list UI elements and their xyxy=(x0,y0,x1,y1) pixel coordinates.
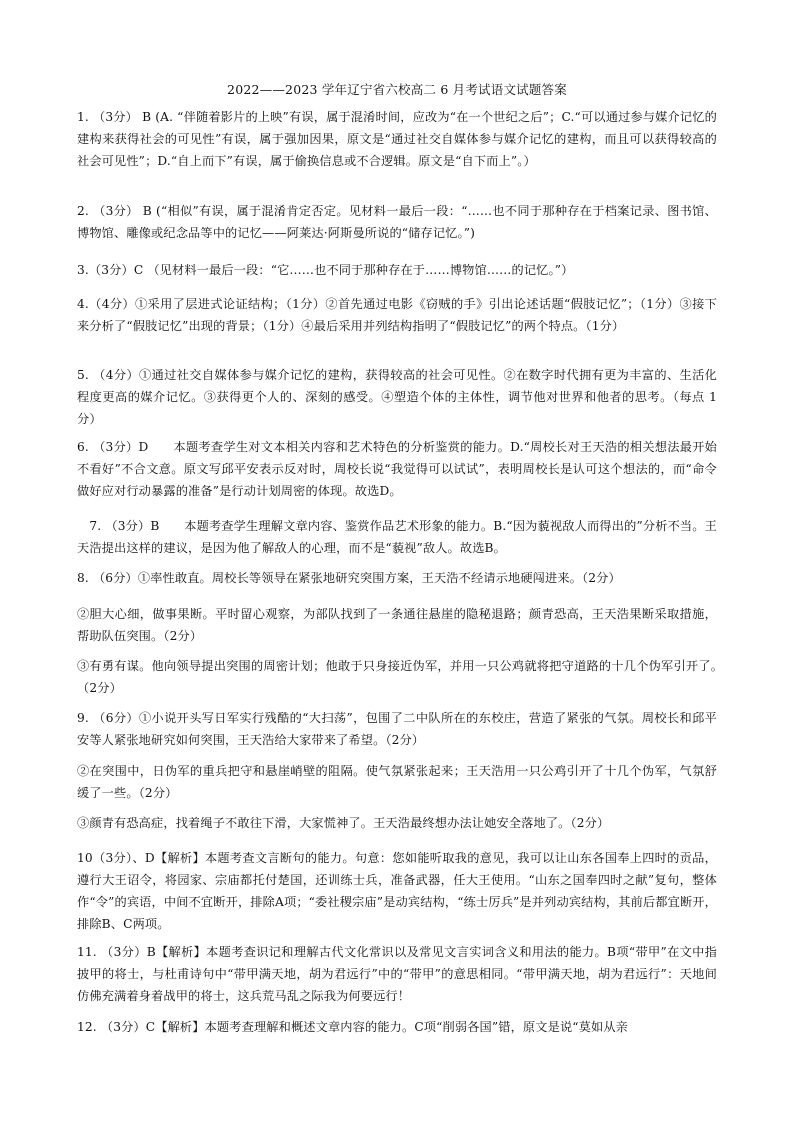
answer-2: 2. （3分） B (“相似”有误，属于混淆肯定否定。见材料一最后一段：“……也不同于那种存在于档案记录、图书馆、博物馆、雕像或纪念品等中的记忆——阿莱达·阿斯曼所说的“储存记忆。”) xyxy=(77,204,717,240)
answer-8-point-2: ②胆大心细，做事果断。平时留心观察，为部队找到了一条通往悬崖的隐秘退路；颜青恐高，王天浩果断采取措施，帮助队伍突围。（2分） xyxy=(77,607,717,643)
page-title: 2022——2023 学年辽宁省六校高二 6 月考试语文试题答案 xyxy=(227,82,567,97)
answer-1: 1. （3分） B (A. “伴随着影片的上映”有误，属于混淆时间，应改为“在一个世纪之后”；C.“可以通过参与媒介记忆的建构来获得社会的可见性”有误，属于强加因果，原文是“通过社交自媒体参与媒介记忆的建构，而且可以获得较高的社会可见性”；D.“自上而下”有误，属于偷换信息或不合逻辑。原文是“自下而上”。） xyxy=(77,110,717,168)
answer-3: 3.（3分）C （见材料一最后一段：“它……也不同于那种存在于……博物馆……的记忆。”） xyxy=(77,263,574,277)
answer-12: 12. （3分）C【解析】本题考查理解和概述文章内容的能力。C项“削弱各国”错，原文是说“莫如从亲 xyxy=(77,1020,629,1034)
answer-11: 11. （3分）B【解析】本题考查识记和理解古代文化常识以及常见文言实词含义和用法的能力。B项“带甲”在文中指披甲的将士，与杜甫诗句中“带甲满天地，胡为君远行”中的“带甲”的意思相同。“带甲满天地，胡为君远行”：天地间仿佛充满着身着战甲的将士，这兵荒马乱之际我为何要远行！ xyxy=(77,945,717,1003)
answer-8-point-3: ③有勇有谋。他向领导提出突围的周密计划；他敢于只身接近伪军，并用一只公鸡就将把守道路的十几个伪军引开了。 （2分） xyxy=(77,659,730,695)
answer-10: 10（3分）、D【解析】本题考查文言断句的能力。句意：您如能听取我的意见，我可以让山东各国奉上四时的贡品，遵行大王诏令，将园家、宗庙都托付楚国，还训练士兵，准备武器，任大王使用。“山东之国奉四时之献”复句，整体作“令”的宾语，中间不宜断开，排除A项；“委社稷宗庙”是动宾结构，“练士厉兵”是并列动宾结构，其前后都宜断开，排除B、C两项。 xyxy=(77,851,717,931)
answer-4: 4.（4分）①采用了层进式论证结构；（1分）②首先通过电影《窃贼的手》引出论述话题“假肢记忆”；（1分）③接下来分析了“假肢记忆”出现的背景；（1分）④最后采用并列结构指明了“假肢记忆”的两个特点。（1分） xyxy=(77,297,717,333)
answer-6: 6. （3分）D 本题考查学生对文本相关内容和艺术特色的分析鉴赏的能力。D.“周校长对王天浩的相关想法最开始不看好”不合文意。原文写邱平安表示反对时，周校长说“我觉得可以试试”，表明周校长是认可这个想法的，而“命令做好应对行动暴露的准备”是行动计划周密的体现。故选D。 xyxy=(77,440,717,498)
answer-9-point-2: ②在突围中，日伪军的重兵把守和悬崖峭壁的阻隔。使气氛紧张起来；王天浩用一只公鸡引开了十几个伪军，气氛舒缓了一些。（2分） xyxy=(77,764,717,800)
answer-5: 5. （4分）①通过社交自媒体参与媒介记忆的建构，获得较高的社会可见性。②在数字时代拥有更为丰富的、生活化程度更高的媒介记忆。③获得更个人的、深刻的感受。④塑造个体的主体性，调节他对世界和他者的思考。（每点 1分） xyxy=(77,368,717,426)
answer-9-point-3: ③颜青有恐高症，找着绳子不敢往下滑，大家慌神了。王天浩最终想办法让她安全落地了。（2分） xyxy=(77,816,610,830)
answer-8-point-1: 8. （6分）①率性敢直。周校长等领导在紧张地研究突围方案，王天浩不经请示地硬闯进来。（2分） xyxy=(77,571,621,585)
answer-7: 7. （3分）B 本题考查学生理解文章内容、鉴赏作品艺术形象的能力。B.“因为藐视敌人而得出的”分析不当。王天浩提出这样的建议，是因为他了解敌人的心理，而不是“藐视”敌人。故选B。 xyxy=(77,519,717,555)
answer-9-point-1: 9. （6分）①小说开头写日军实行残酷的“大扫荡”，包围了二中队所在的东校庄，营造了紧张的气氛。周校长和邱平安等人紧张地研究如何突围，王天浩给大家带来了希望。（2分） xyxy=(77,711,717,747)
